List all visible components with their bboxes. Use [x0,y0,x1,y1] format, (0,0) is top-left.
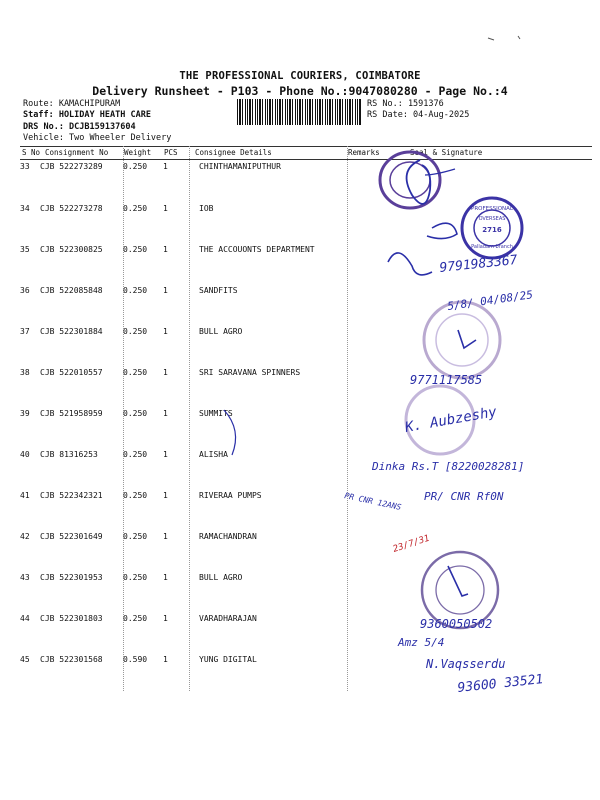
signature-37 [458,330,476,348]
row-consignment: CJB 522300825 [40,245,103,254]
vehicle-label: Vehicle: Two Wheeler Delivery [23,133,172,143]
row-weight: 0.250 [123,409,148,418]
row-consignment: CJB 81316253 [40,450,98,459]
row-consignment: CJB 522010557 [40,368,103,377]
row-consignment: CJB 522301568 [40,655,103,664]
seal-number: 2716 [482,226,502,234]
phone-44: 9360050502 [420,617,493,631]
row-sno: 37 [20,327,30,336]
row-consignee: IOB [199,204,214,213]
row-consignee: SUMMITS [199,409,233,418]
row-consignment: CJB 522085848 [40,286,103,295]
row-consignee: SRI SARAVANA SPINNERS [199,368,301,377]
row-consignee: RAMACHANDRAN [199,532,257,541]
row-consignee: YUNG DIGITAL [199,655,257,664]
sign-44: Amz 5/4 [398,636,445,649]
col-pcs: PCS [164,148,178,157]
row-weight: 0.250 [123,245,148,254]
row-consignee: RIVERAA PUMPS [199,491,262,500]
row-sno: 45 [20,655,30,664]
remark-41a: PR CNR 12ANS [343,491,402,512]
row-consignee: SANDFITS [199,286,238,295]
signature-39: K. Aubzeshy [403,404,499,436]
row-pcs: 1 [163,614,168,623]
row-consignment: CJB 522342321 [40,491,103,500]
col-sno: S No [22,148,41,157]
row-sno: 40 [20,450,30,459]
pen-tick [224,410,236,455]
col-consignment: Consignment No [45,148,109,157]
drs-label: DRS No.: DCJB159137604 [23,122,136,132]
row-pcs: 1 [163,450,168,459]
row-pcs: 1 [163,368,168,377]
row-consignment: CJB 522301884 [40,327,103,336]
name-40: Dinka Rs.T [8220028281] [372,460,525,473]
rs-date-label: RS Date: 04-Aug-2025 [367,110,470,120]
row-pcs: 1 [163,409,168,418]
row-sno: 34 [20,204,30,213]
seal-overseas-text: OVERSEAS [478,216,506,222]
date-36: 5/8/ 04/08/25 [446,288,534,313]
row-consignment: CJB 522301649 [40,532,103,541]
row-consignee: THE ACCOUONTS DEPARTMENT [199,245,315,254]
seal-top-text: PROFESSIONAL [471,206,513,212]
signature-43 [448,566,468,596]
phone-38: 9771117585 [410,373,483,387]
route-label: Route: KAMACHIPURAM [23,99,121,109]
row-consignment: CJB 522301803 [40,614,103,623]
row-pcs: 1 [163,655,168,664]
staff-label: Staff: HOLIDAY HEATH CARE [23,110,151,120]
row-weight: 0.250 [123,204,148,213]
row-pcs: 1 [163,162,168,171]
red-note-42: 23/7/31 [391,533,432,555]
signature-35 [388,253,432,275]
row-weight: 0.250 [123,162,148,171]
row-consignee: BULL AGRO [199,327,243,336]
row-weight: 0.250 [123,573,148,582]
row-sno: 36 [20,286,30,295]
col-weight: Weight [124,148,152,157]
col-consignee: Consignee Details [195,148,272,157]
row-pcs: 1 [163,286,168,295]
phone-45: 93600 33521 [456,672,545,696]
row-weight: 0.250 [123,368,148,377]
name-45: N.Vaqsserdu [426,657,506,671]
row-weight: 0.250 [123,491,148,500]
row-pcs: 1 [163,532,168,541]
row-pcs: 1 [163,245,168,254]
col-remarks: Remarks [348,148,380,157]
col-seal: Seal & Signature [410,148,483,157]
row-consignee: ALISHA [199,450,228,459]
company-name: THE PROFESSIONAL COURIERS, COIMBATORE [179,70,421,82]
runsheet-title: Delivery Runsheet - P103 - Phone No.:9047080280 - Page No.:4 [92,84,508,98]
row-weight: 0.250 [123,450,148,459]
row-sno: 42 [20,532,30,541]
row-pcs: 1 [163,204,168,213]
row-consignment: CJB 522301953 [40,573,103,582]
row-consignee: CHINTHAMANIPUTHUR [199,162,281,171]
row-weight: 0.590 [123,655,148,664]
rs-no-label: RS No.: 1591376 [367,99,444,109]
courier-seal [462,198,522,258]
row-sno: 35 [20,245,30,254]
row-weight: 0.250 [123,286,148,295]
scan-mark [488,36,520,40]
row-sno: 44 [20,614,30,623]
row-weight: 0.250 [123,327,148,336]
row-weight: 0.250 [123,614,148,623]
row-sno: 33 [20,162,30,171]
row-pcs: 1 [163,327,168,336]
row-sno: 41 [20,491,30,500]
row-pcs: 1 [163,573,168,582]
row-consignment: CJB 522273289 [40,162,103,171]
row-consignment: CJB 522273278 [40,204,103,213]
remark-41b: PR/ CNR Rf0N [424,490,504,503]
row-sno: 39 [20,409,30,418]
row-pcs: 1 [163,491,168,500]
phone-35: 9791983367 [438,252,519,276]
row-sno: 43 [20,573,30,582]
row-weight: 0.250 [123,532,148,541]
seal-bottom-text: Palladam branch [471,244,513,250]
signature-34 [427,223,457,238]
row-consignment: CJB 521958959 [40,409,103,418]
row-sno: 38 [20,368,30,377]
row-consignee: VARADHARAJAN [199,614,257,623]
row-consignee: BULL AGRO [199,573,243,582]
